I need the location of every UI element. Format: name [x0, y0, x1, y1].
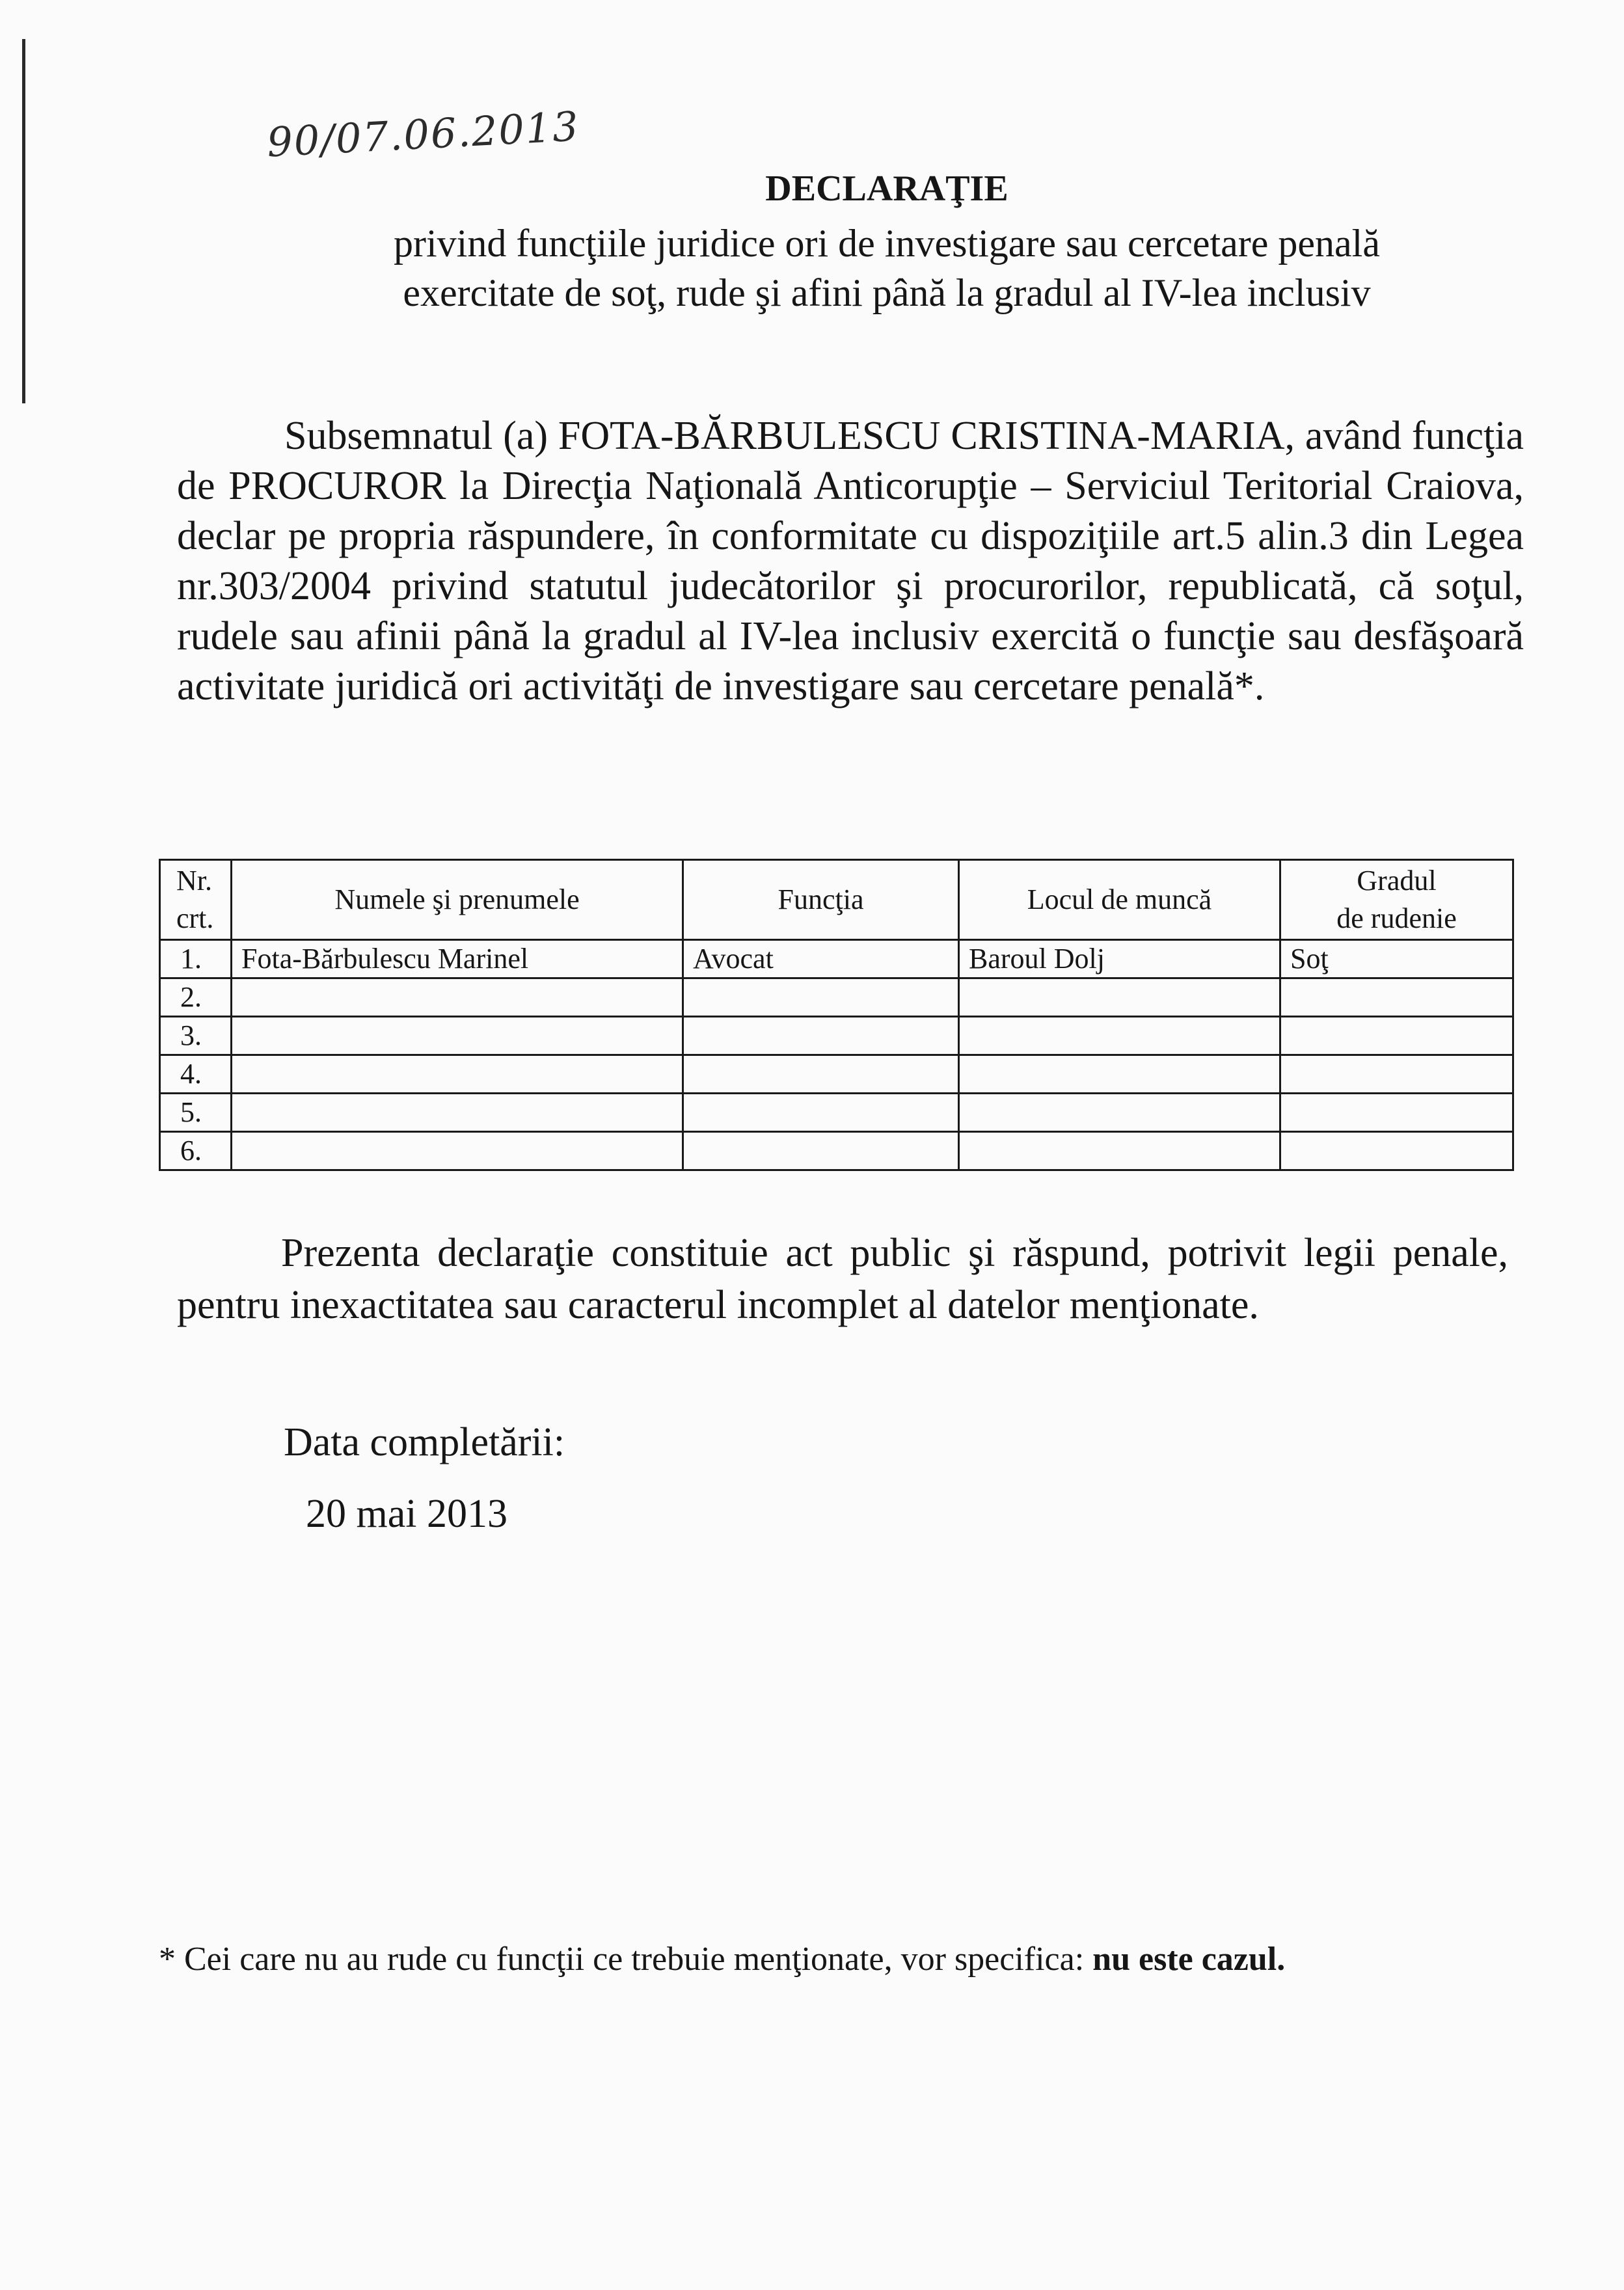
- cell-name: [232, 1017, 683, 1055]
- table-row: [160, 1094, 1513, 1132]
- cell-function: [683, 1132, 959, 1170]
- cell-function: [683, 978, 959, 1017]
- header-nr-line2: crt.: [176, 902, 214, 934]
- document-title: DECLARAŢIE: [765, 168, 1008, 209]
- cell-nr: 5.: [160, 1094, 232, 1132]
- cell-workplace: [959, 978, 1280, 1017]
- cell-nr: 3.: [160, 1017, 232, 1055]
- document-subtitle-line2: exercitate de soţ, rude şi afini până la gradul al IV-lea inclusiv: [403, 271, 1371, 314]
- table-row: [160, 978, 1513, 1017]
- header-name: Numele şi prenumele: [232, 860, 683, 940]
- cell-nr: 2.: [160, 978, 232, 1017]
- table-row: [160, 940, 1513, 978]
- footnote-bold-text: nu este cazul.: [1092, 1941, 1286, 1978]
- cell-function: Avocat: [683, 940, 959, 978]
- cell-name: Fota-Bărbulescu Marinel: [232, 940, 683, 978]
- cell-degree: [1280, 1017, 1513, 1055]
- handwritten-registration-number: 90/07.06.2013: [265, 102, 581, 167]
- header-degree-line2: de rudenie: [1336, 902, 1457, 934]
- footnote: [159, 1940, 1285, 1978]
- cell-degree: [1280, 1094, 1513, 1132]
- cell-degree: [1280, 1132, 1513, 1170]
- cell-nr: 6.: [160, 1132, 232, 1170]
- cell-workplace: [959, 1132, 1280, 1170]
- header-degree: [1280, 860, 1513, 940]
- closing-paragraph: Prezenta declaraţie constituie act public şi răspund, potrivit legii penale, pentru inexactitatea sau caracterul incomplet al datelor menţionate.: [177, 1231, 1508, 1327]
- footnote-text: * Cei care nu au rude cu funcţii ce trebuie menţionate, vor specifica:: [159, 1941, 1085, 1978]
- cell-name: [232, 978, 683, 1017]
- header-workplace: Locul de muncă: [959, 860, 1280, 940]
- cell-function: [683, 1017, 959, 1055]
- cell-workplace: [959, 1094, 1280, 1132]
- document-subtitle-line1: privind funcţiile juridice ori de investigare sau cercetare penală: [394, 222, 1380, 265]
- date-value: 20 mai 2013: [306, 1492, 508, 1536]
- table-row: [160, 1132, 1513, 1170]
- cell-workplace: [959, 1055, 1280, 1094]
- header-function: Funcţia: [683, 860, 959, 940]
- header-nr: [160, 860, 232, 940]
- cell-function: [683, 1055, 959, 1094]
- cell-name: [232, 1094, 683, 1132]
- header-nr-line1: Nr.: [176, 865, 212, 896]
- date-label: Data completării:: [284, 1420, 565, 1464]
- cell-degree: [1280, 978, 1513, 1017]
- cell-nr: 1.: [160, 940, 232, 978]
- table-row: [160, 1055, 1513, 1094]
- header-degree-line1: Gradul: [1357, 865, 1437, 896]
- relatives-table: [159, 859, 1514, 1171]
- cell-function: [683, 1094, 959, 1132]
- table-header-row: [160, 860, 1513, 940]
- table-row: [160, 1017, 1513, 1055]
- cell-workplace: [959, 1017, 1280, 1055]
- cell-nr: 4.: [160, 1055, 232, 1094]
- declaration-paragraph: Subsemnatul (a) FOTA-BĂRBULESCU CRISTINA-MARIA, având funcţia de PROCUROR la Direcţia Naţională Anticorupţie – Serviciul Teritorial Craiova, declar pe propria răspundere, în conformitate cu dispoziţiile art.5 alin.3 din Legea nr.303/2004 privind statutul judecătorilor şi procurorilor, republicată, că soţul, rudele sau afinii până la gradul al IV-lea inclusiv exercită o funcţie sau desfăşoară activitate juridică ori activităţi de investigare sau cercetare penală*.: [177, 414, 1524, 708]
- cell-name: [232, 1132, 683, 1170]
- cell-workplace: Baroul Dolj: [959, 940, 1280, 978]
- cell-name: [232, 1055, 683, 1094]
- cell-degree: Soţ: [1280, 940, 1513, 978]
- cell-degree: [1280, 1055, 1513, 1094]
